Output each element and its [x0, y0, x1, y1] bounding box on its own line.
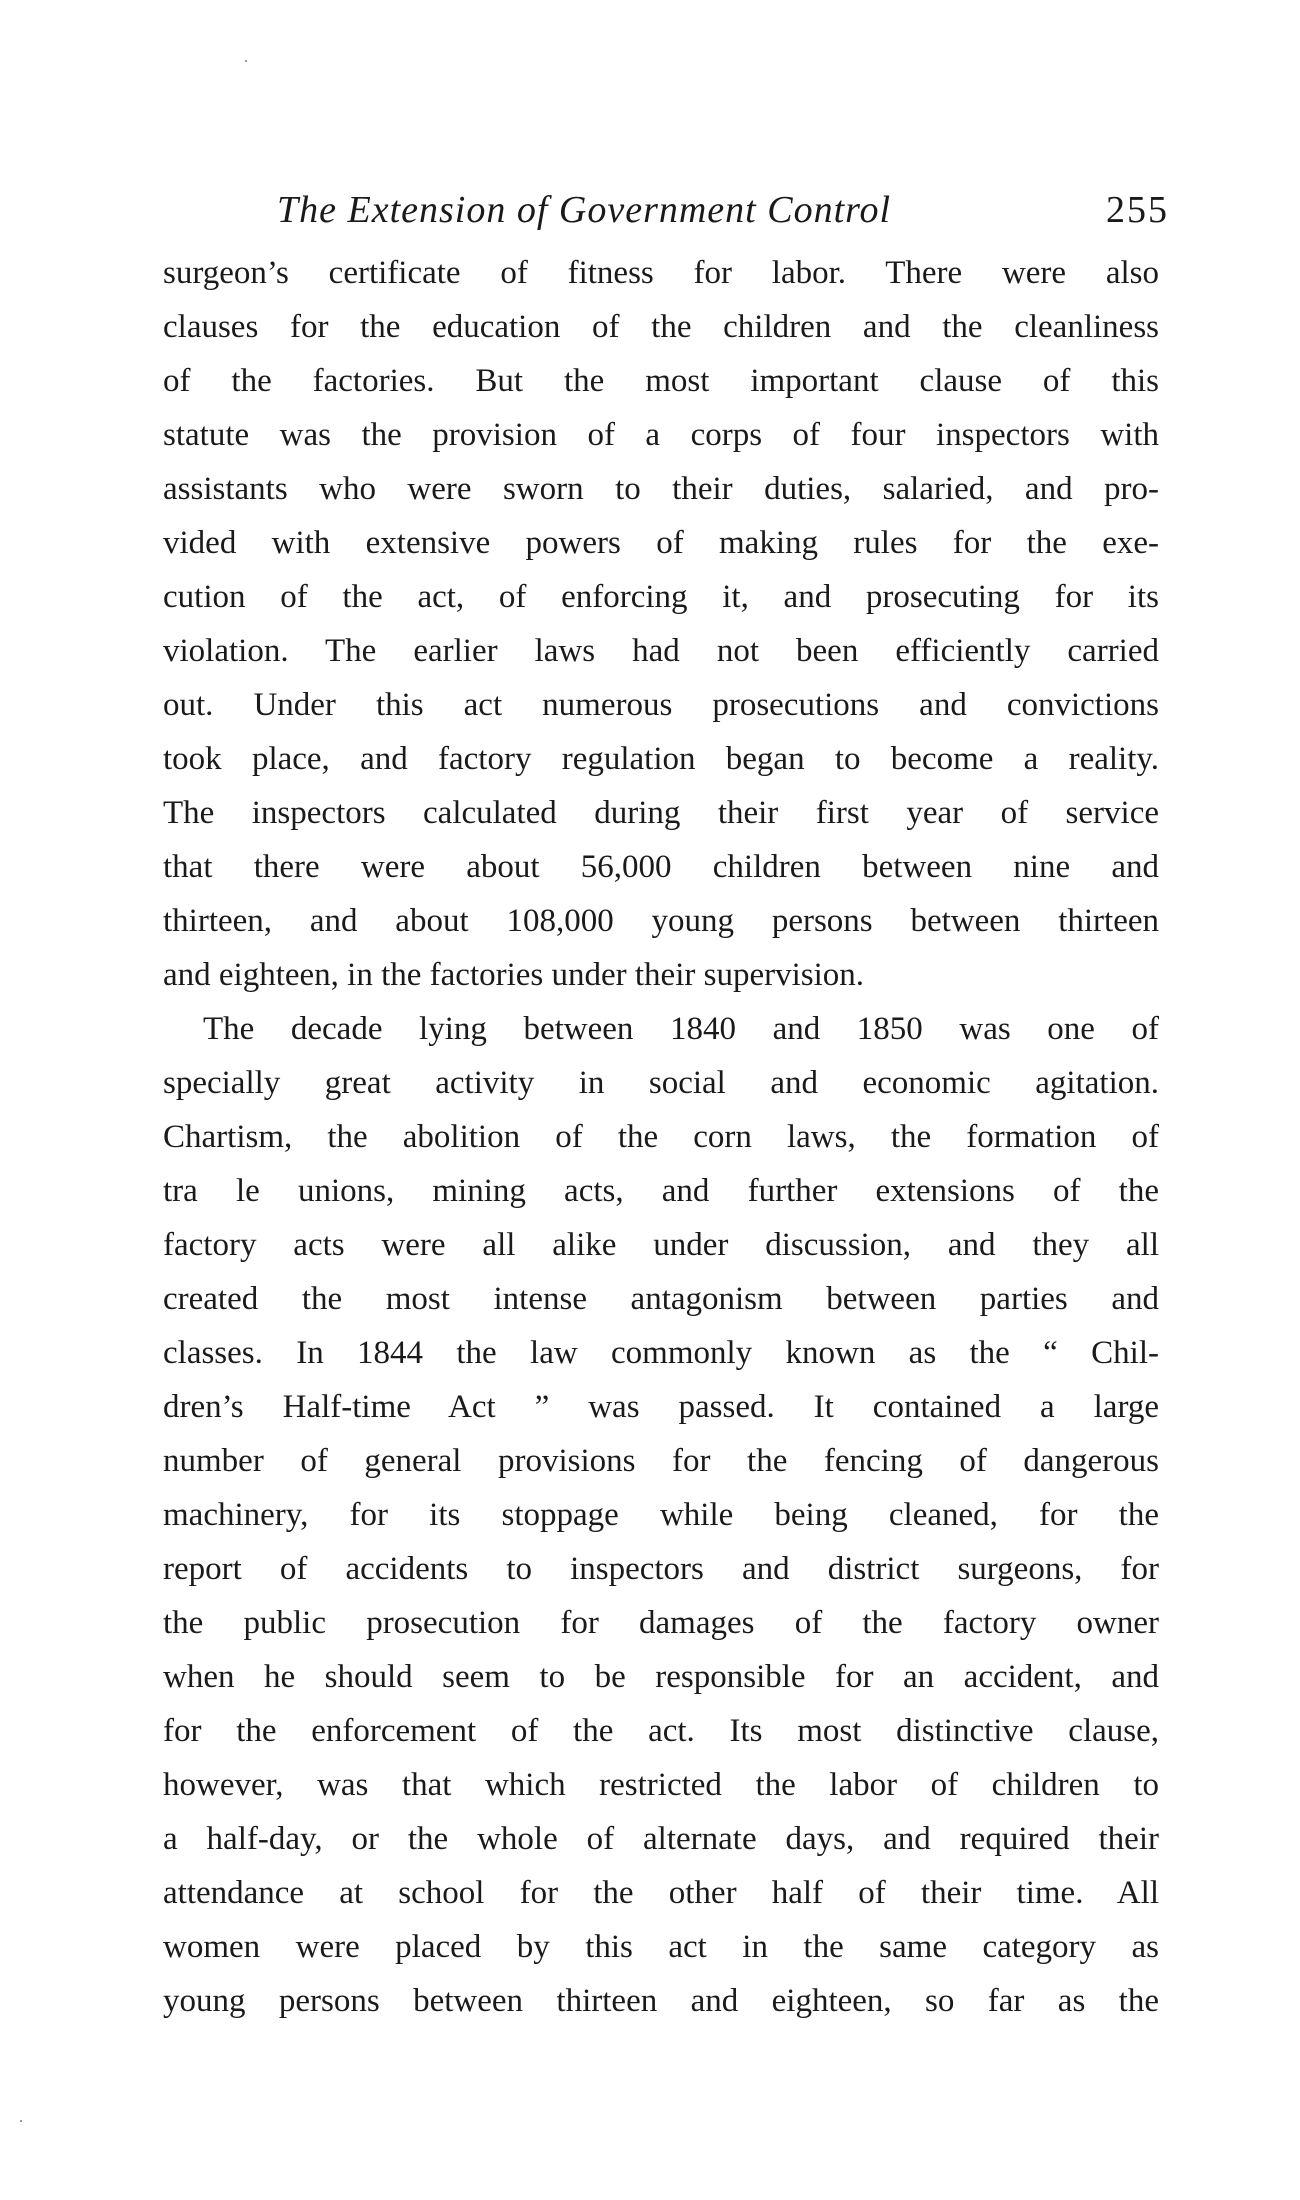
text-line: however, was that which restricted the labor of children to: [163, 1767, 1159, 1803]
text-line: classes. In 1844 the law commonly known as the “ Chil-: [163, 1335, 1159, 1371]
text-line: The decade lying between 1840 and 1850 was one of: [203, 1011, 1159, 1047]
text-line: for the enforcement of the act. Its most distinctive clause,: [163, 1713, 1159, 1749]
text-line: Chartism, the abolition of the corn laws, the formation of: [163, 1119, 1159, 1155]
text-line: statute was the provision of a corps of four inspectors with: [163, 417, 1159, 453]
text-line: vided with extensive powers of making rules for the exe-: [163, 525, 1159, 561]
text-line: number of general provisions for the fencing of dangerous: [163, 1443, 1159, 1479]
text-line: thirteen, and about 108,000 young persons between thirteen: [163, 903, 1159, 939]
text-line: created the most intense antagonism between parties and: [163, 1281, 1159, 1317]
page-header: [277, 188, 1169, 238]
text-line: dren’s Half-time Act ” was passed. It contained a large: [163, 1389, 1159, 1425]
text-line: report of accidents to inspectors and district surgeons, for: [163, 1551, 1159, 1587]
text-line: out. Under this act numerous prosecutions and convictions: [163, 687, 1159, 723]
scan-speck: [20, 2120, 22, 2122]
text-line: clauses for the education of the children and the cleanliness: [163, 309, 1159, 345]
text-line: took place, and factory regulation began to become a reality.: [163, 741, 1159, 777]
text-line: violation. The earlier laws had not been efficiently carried: [163, 633, 1159, 669]
text-line: a half-day, or the whole of alternate days, and required their: [163, 1821, 1159, 1857]
text-line: factory acts were all alike under discussion, and they all: [163, 1227, 1159, 1263]
scan-speck: [245, 60, 247, 62]
text-line: young persons between thirteen and eighteen, so far as the: [163, 1983, 1159, 2019]
text-line: surgeon’s certificate of fitness for labor. There were also: [163, 255, 1159, 291]
text-line: assistants who were sworn to their duties, salaried, and pro-: [163, 471, 1159, 507]
text-line: and eighteen, in the factories under their supervision.: [163, 957, 865, 993]
text-line: specially great activity in social and economic agitation.: [163, 1065, 1159, 1101]
text-line: The inspectors calculated during their first year of service: [163, 795, 1159, 831]
paragraph: [163, 246, 1159, 1002]
text-line: tra le unions, mining acts, and further extensions of the: [163, 1173, 1159, 1209]
text-line: that there were about 56,000 children between nine and: [163, 849, 1159, 885]
body-text: [163, 246, 1159, 2028]
text-line: the public prosecution for damages of the factory owner: [163, 1605, 1159, 1641]
paragraph: [163, 1002, 1159, 2028]
page-number: 255: [1106, 189, 1169, 231]
running-title: The Extension of Government Control: [277, 189, 892, 231]
text-line: when he should seem to be responsible for an accident, and: [163, 1659, 1159, 1695]
text-line: cution of the act, of enforcing it, and prosecuting for its: [163, 579, 1159, 615]
text-line: of the factories. But the most important clause of this: [163, 363, 1159, 399]
text-line: machinery, for its stoppage while being cleaned, for the: [163, 1497, 1159, 1533]
text-line: women were placed by this act in the same category as: [163, 1929, 1159, 1965]
text-line: attendance at school for the other half of their time. All: [163, 1875, 1159, 1911]
